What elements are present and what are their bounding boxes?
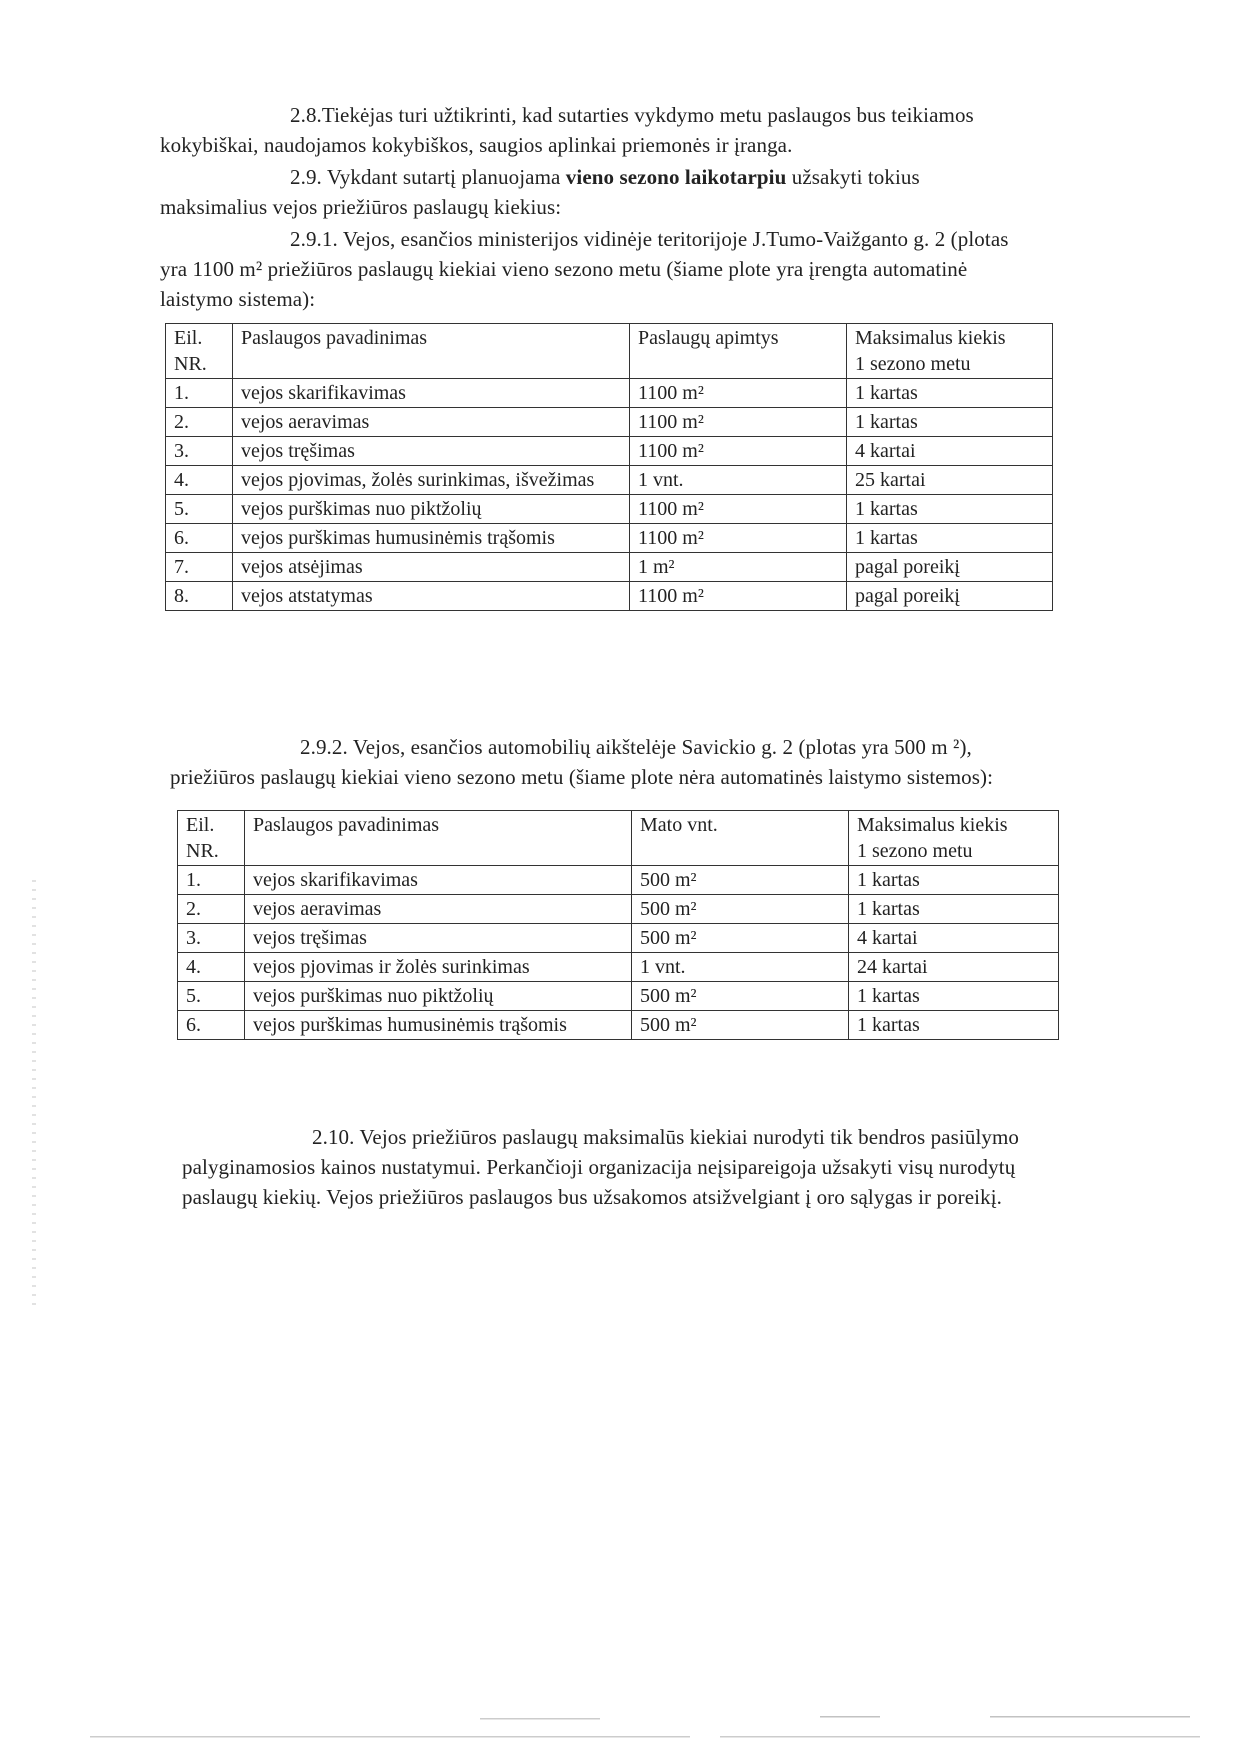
table-row: 4. vejos pjovimas, žolės surinkimas, išvežimas 1 vnt. 25 kartai <box>166 466 1053 495</box>
section-2-9-1 <box>160 224 1100 314</box>
header-name: Paslaugos pavadinimas <box>233 324 630 379</box>
header-scope: Mato vnt. <box>632 811 849 866</box>
header-no: Eil. NR. <box>178 811 245 866</box>
section-2-9-suffix: užsakyti tokius <box>786 165 920 189</box>
table-row: 6. vejos purškimas humusinėmis trąšomis 1100 m² 1 kartas <box>166 524 1053 553</box>
scan-artifact-left <box>32 880 36 1310</box>
service-table-1 <box>165 323 1053 611</box>
table-row: 5. vejos purškimas nuo piktžolių 1100 m² 1 kartas <box>166 495 1053 524</box>
section-2-10-line-3: paslaugų kiekių. Vejos priežiūros paslaugos bus užsakomos atsižvelgiant į oro sąlygas ir poreikį. <box>182 1185 1002 1209</box>
section-2-9-2-line-1: 2.9.2. Vejos, esančios automobilių aikštelėje Savickio g. 2 (plotas yra 500 m ²), <box>300 735 972 759</box>
section-2-10-line-1: 2.10. Vejos priežiūros paslaugų maksimalūs kiekiai nurodyti tik bendros pasiūlymo <box>312 1125 1020 1149</box>
table-row: 4. vejos pjovimas ir žolės surinkimas 1 vnt. 24 kartai <box>178 953 1059 982</box>
section-2-9-line-1 <box>160 162 1100 192</box>
section-2-9 <box>160 162 1100 222</box>
table-row: 2. vejos aeravimas 1100 m² 1 kartas <box>166 408 1053 437</box>
section-2-9-bold: vieno sezono laikotarpiu <box>565 165 787 189</box>
section-2-10 <box>182 1122 1172 1212</box>
section-2-10-line-2: palyginamosios kainos nustatymui. Perkančioji organizacija neįsipareigoja užsakyti visų nurodytų <box>182 1155 1016 1179</box>
section-2-8 <box>160 100 1100 160</box>
section-2-9-1-line-3: laistymo sistema): <box>160 287 316 311</box>
table-header-row <box>166 324 1053 379</box>
table-header-row <box>178 811 1059 866</box>
section-2-8-line-1: 2.8.Tiekėjas turi užtikrinti, kad sutarties vykdymo metu paslaugos bus teikiamos <box>290 103 974 127</box>
header-max: Maksimalus kiekis 1 sezono metu <box>847 324 1053 379</box>
table-row: 5. vejos purškimas nuo piktžolių 500 m² 1 kartas <box>178 982 1059 1011</box>
section-2-9-prefix: 2.9. Vykdant sutartį planuojama <box>290 165 566 189</box>
section-2-8-line-2: kokybiškai, naudojamos kokybiškos, saugios aplinkai priemonės ir įranga. <box>160 133 793 157</box>
section-2-9-2-line-2: priežiūros paslaugų kiekiai vieno sezono metu (šiame plote nėra automatinės laistymo sistemos): <box>170 765 994 789</box>
table-row: 6. vejos purškimas humusinėmis trąšomis 500 m² 1 kartas <box>178 1011 1059 1040</box>
table-row: 7. vejos atsėjimas 1 m² pagal poreikį <box>166 553 1053 582</box>
service-table-2 <box>177 810 1059 1040</box>
table-row: 2. vejos aeravimas 500 m² 1 kartas <box>178 895 1059 924</box>
table-row: 3. vejos tręšimas 500 m² 4 kartai <box>178 924 1059 953</box>
header-max: Maksimalus kiekis 1 sezono metu <box>849 811 1059 866</box>
table-row: 1. vejos skarifikavimas 500 m² 1 kartas <box>178 866 1059 895</box>
table-row: 1. vejos skarifikavimas 1100 m² 1 kartas <box>166 379 1053 408</box>
section-2-9-1-line-1: 2.9.1. Vejos, esančios ministerijos vidinėje teritorijoje J.Tumo-Vaižganto g. 2 (plotas <box>290 227 1009 251</box>
section-2-9-1-line-2: yra 1100 m² priežiūros paslaugų kiekiai vieno sezono metu (šiame plote yra įrengta automatinė <box>160 257 968 281</box>
header-no: Eil. NR. <box>166 324 233 379</box>
header-scope: Paslaugų apimtys <box>630 324 847 379</box>
table-row: 8. vejos atstatymas 1100 m² pagal poreikį <box>166 582 1053 611</box>
section-2-9-line-2: maksimalius vejos priežiūros paslaugų kiekius: <box>160 195 562 219</box>
scan-artifact-bottom <box>0 1712 1240 1742</box>
header-name: Paslaugos pavadinimas <box>245 811 632 866</box>
section-2-9-2 <box>170 732 1130 792</box>
table-row: 3. vejos tręšimas 1100 m² 4 kartai <box>166 437 1053 466</box>
